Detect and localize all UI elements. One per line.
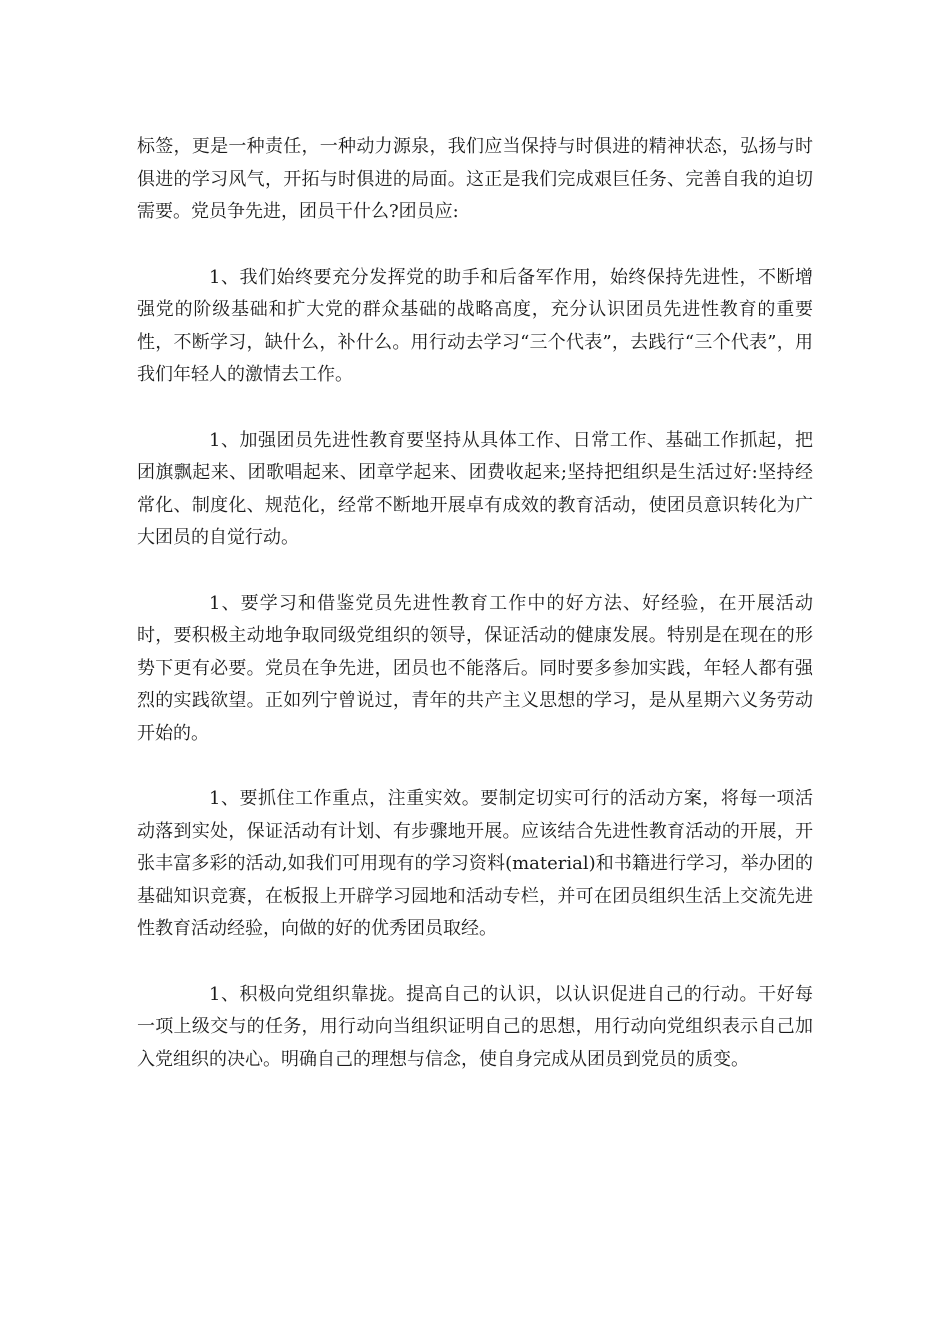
- document-page: [137, 131, 813, 1109]
- paragraph-item-4: 1、要抓住工作重点，注重实效。要制定切实可行的活动方案，将每一项活动落到实处，保证活动有计划、有步骤地开展。应该结合先进性教育活动的开展，开张丰富多彩的活动,如我们可用现有的学习资料(material)和书籍进行学习，举办团的基础知识竞赛，在板报上开辟学习园地和活动专栏，并可在团员组织生活上交流先进性教育活动经验，向做的好的优秀团员取经。: [137, 788, 813, 939]
- paragraph-item-2: 1、加强团员先进性教育要坚持从具体工作、日常工作、基础工作抓起，把团旗飘起来、团歌唱起来、团章学起来、团费收起来;坚持把组织是生活过好:坚持经常化、制度化、规范化，经常不断地开展卓有成效的教育活动，使团员意识转化为广大团员的自觉行动。: [137, 429, 813, 548]
- paragraph-item-5: 1、积极向党组织靠拢。提高自己的认识，以认识促进自己的行动。干好每一项上级交与的任务，用行动向当组织证明自己的思想，用行动向党组织表示自己加入党组织的决心。明确自己的理想与信念，使自身完成从团员到党员的质变。: [137, 983, 813, 1070]
- paragraph-item-1: 1、我们始终要充分发挥党的助手和后备军作用，始终保持先进性，不断增强党的阶级基础和扩大党的群众基础的战略高度，充分认识团员先进性教育的重要性，不断学习，缺什么，补什么。用行动去学习“三个代表”，去践行“三个代表”，用我们年轻人的激情去工作。: [137, 266, 813, 385]
- paragraph-item-3: 1、要学习和借鉴党员先进性教育工作中的好方法、好经验，在开展活动时，要积极主动地争取同级党组织的领导，保证活动的健康发展。特别是在现在的形势下更有必要。党员在争先进，团员也不能落后。同时要多参加实践，年轻人都有强烈的实践欲望。正如列宁曾说过，青年的共产主义思想的学习，是从星期六义务劳动开始的。: [137, 592, 813, 744]
- paragraph-intro: 标签，更是一种责任，一种动力源泉，我们应当保持与时俱进的精神状态，弘扬与时俱进的学习风气，开拓与时俱进的局面。这正是我们完成艰巨任务、完善自我的迫切需要。党员争先进，团员干什么?团员应:: [137, 136, 813, 222]
